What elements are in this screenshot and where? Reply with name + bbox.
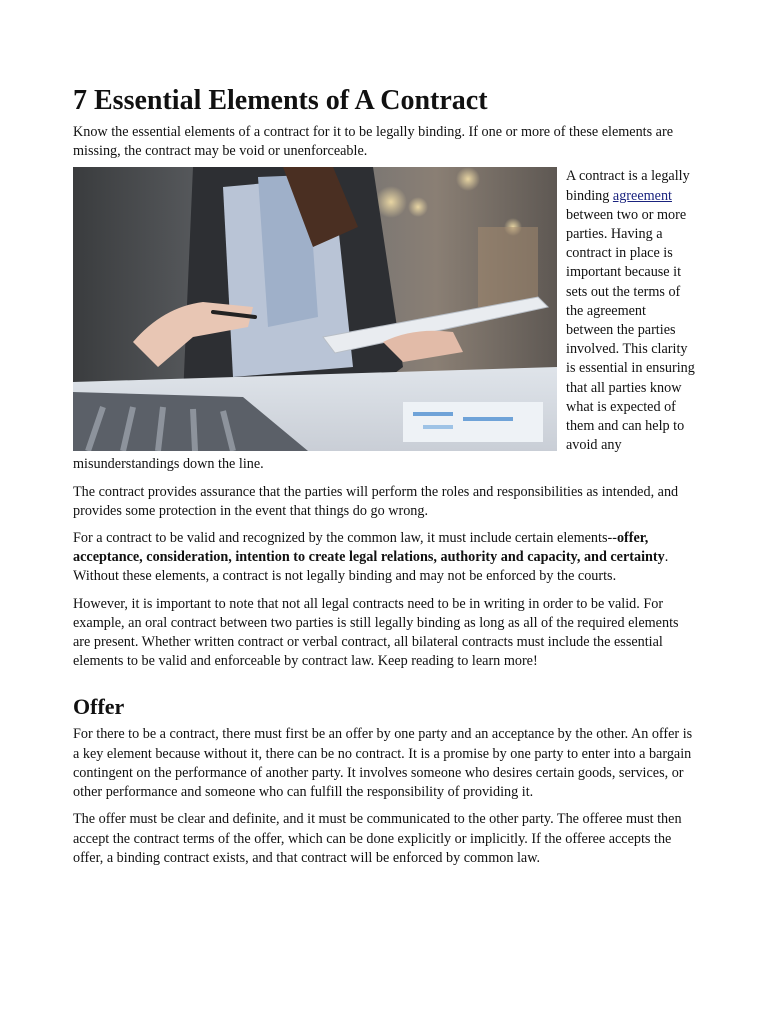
para3-text-end: . Without these elements, a contract is not legally binding and may not be enforced by the courts. [73,549,669,585]
offer-paragraph-2: The offer must be clear and definite, and it must be communicated to the other party. The offeree must then accept the contract terms of the offer, which can be done explicitly or implicitly. If the offeree accepts the offer, a binding contract exists, and that contract will be enforced by common law. [73,811,682,866]
offer-paragraph-1: For there to be a contract, there must first be an offer by one party and an acceptance by the other. An offer is a key element because without it, there can be no contract. It is a promise by one party to enter into a bargain contingent on the performance of another party. It involves someone who desires certain goods, services, or other performance and someone who can fulfill the responsibility of providing it. [73,726,693,801]
article [73,84,695,876]
oral-contract-paragraph: However, it is important to note that not all legal contracts need to be in writing in order to be valid. For example, an oral contract between two parties is still legally binding as long as all of the required elements are present. Whether written contract or verbal contract, all bilateral contracts must include the essential elements to be valid and enforceable by contract law. Keep reading to learn more! [73,595,679,670]
para1-text-start: A contract is a legally binding [566,168,690,204]
intro-paragraph: Know the essential elements of a contract for it to be legally binding. If one or more of these elements are missing, the contract may be void or unenforceable. [73,124,674,160]
offer-heading: Offer [73,694,125,720]
assurance-paragraph: The contract provides assurance that the parties will perform the roles and responsibilities as intended, and provides some protection in the event that things do go wrong. [73,483,679,519]
contract-photo [73,167,557,451]
para3-text-start: For a contract to be valid and recognized by the common law, it must include certain elements-- [73,530,617,547]
page-title: 7 Essential Elements of A Contract [73,85,488,116]
para1-text-end: between two or more parties. Having a contract in place is important because it sets out the terms of the agreement between the parties involved. This clarity is essential in ensuring that all parties know what is expected of them and can help to avoid any misunderstandings down the line. [73,206,695,473]
agreement-link[interactable]: agreement [612,187,672,204]
elements-paragraph [73,529,695,587]
elements-list-bold: offer, acceptance, consideration, intention to create legal relations, authority and capacity, and certainty [73,530,665,566]
